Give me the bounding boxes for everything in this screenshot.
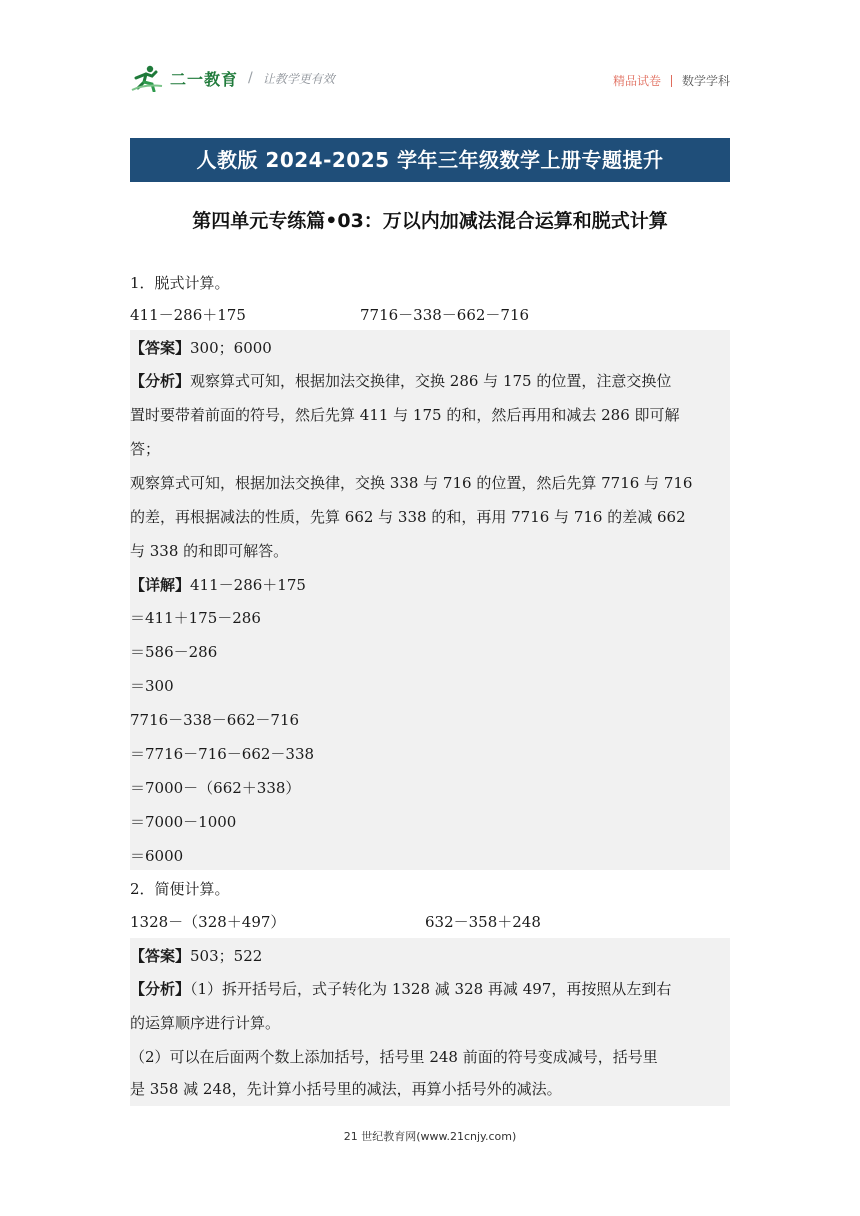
detail-step: ＝7716－716－662－338	[130, 745, 315, 763]
question-1-expr-a: 411－286＋175	[130, 306, 246, 324]
question-1-analysis-line: 置时要带着前面的符号，然后先算 411 与 175 的和，然后再用和减去 286 即可解	[130, 406, 680, 424]
answer-label: 【答案】	[130, 947, 191, 965]
question-1-analysis-line: 的差，再根据减法的性质，先算 662 与 338 的和，再用 7716 与 716 的差减 662	[130, 508, 686, 526]
analysis-label: 【分析】	[130, 372, 191, 390]
answer-value: 300；6000	[190, 339, 272, 357]
detail-step: ＝411＋175－286	[130, 609, 261, 627]
tag-subject: 数学学科	[681, 74, 730, 88]
page-subtitle: 第四单元专练篇•03：万以内加减法混合运算和脱式计算	[192, 210, 668, 232]
detail-step: ＝7000－（662＋338）	[130, 779, 301, 797]
detail-step: 411－286＋175	[190, 576, 306, 594]
page-title: 人教版 2024-2025 学年三年级数学上册专题提升	[130, 138, 730, 182]
logo-text: 二一教育	[170, 69, 239, 89]
answer-label: 【答案】	[130, 339, 191, 357]
question-2-expressions	[130, 905, 730, 939]
answer-value: 503；522	[190, 947, 263, 965]
logo-separator: /	[248, 70, 253, 86]
detail-step: 7716－338－662－716	[130, 711, 300, 729]
detail-step: ＝586－286	[130, 643, 218, 661]
question-2-answer	[130, 939, 730, 973]
question-2-analysis-line: 是 358 减 248，先计算小括号里的减法，再算小括号外的减法。	[130, 1080, 562, 1098]
detail-label: 【详解】	[130, 576, 191, 594]
logo	[130, 64, 335, 92]
question-1-analysis-line: 答；	[130, 440, 161, 458]
question-1-analysis-line	[130, 364, 730, 398]
question-2-analysis-line: 的运算顺序进行计算。	[130, 1014, 281, 1032]
runner-logo-icon	[130, 64, 164, 92]
question-1-analysis-line: 观察算式可知，根据加法交换律，交换 338 与 716 的位置，然后先算 7716 与 716	[130, 474, 693, 492]
question-1-expr-b: 7716－338－662－716	[360, 306, 530, 324]
question-2-prompt: 2．简便计算。	[130, 880, 230, 898]
question-2-analysis-line	[130, 972, 730, 1006]
header-tags	[613, 72, 730, 89]
question-1-detail-line	[130, 568, 730, 602]
detail-step: ＝6000	[130, 847, 184, 865]
analysis-text: （1）拆开括号后，式子转化为 1328 减 328 再减 497，再按照从左到右	[190, 980, 672, 998]
detail-step: ＝7000－1000	[130, 813, 237, 831]
page-header	[130, 62, 730, 102]
analysis-label: 【分析】	[130, 980, 191, 998]
detail-step: ＝300	[130, 677, 174, 695]
tag-premium: 精品试卷	[612, 74, 661, 88]
question-1-analysis-line: 与 338 的和即可解答。	[130, 542, 289, 560]
logo-slogan: 让教学更有效	[262, 71, 335, 86]
question-1-answer	[130, 331, 730, 365]
question-2-expr-b: 632－358＋248	[425, 913, 541, 931]
question-2-analysis-line: （2）可以在后面两个数上添加括号，括号里 248 前面的符号变成减号，括号里	[130, 1048, 658, 1066]
question-1-expressions	[130, 298, 730, 332]
question-2-expr-a: 1328－（328＋497）	[130, 913, 286, 931]
tag-divider	[671, 75, 672, 87]
analysis-text: 观察算式可知，根据加法交换律，交换 286 与 175 的位置，注意交换位	[190, 372, 672, 390]
question-1-prompt: 1．脱式计算。	[130, 274, 230, 292]
page-footer: 21 世纪教育网(www.21cnjy.com)	[343, 1130, 517, 1143]
